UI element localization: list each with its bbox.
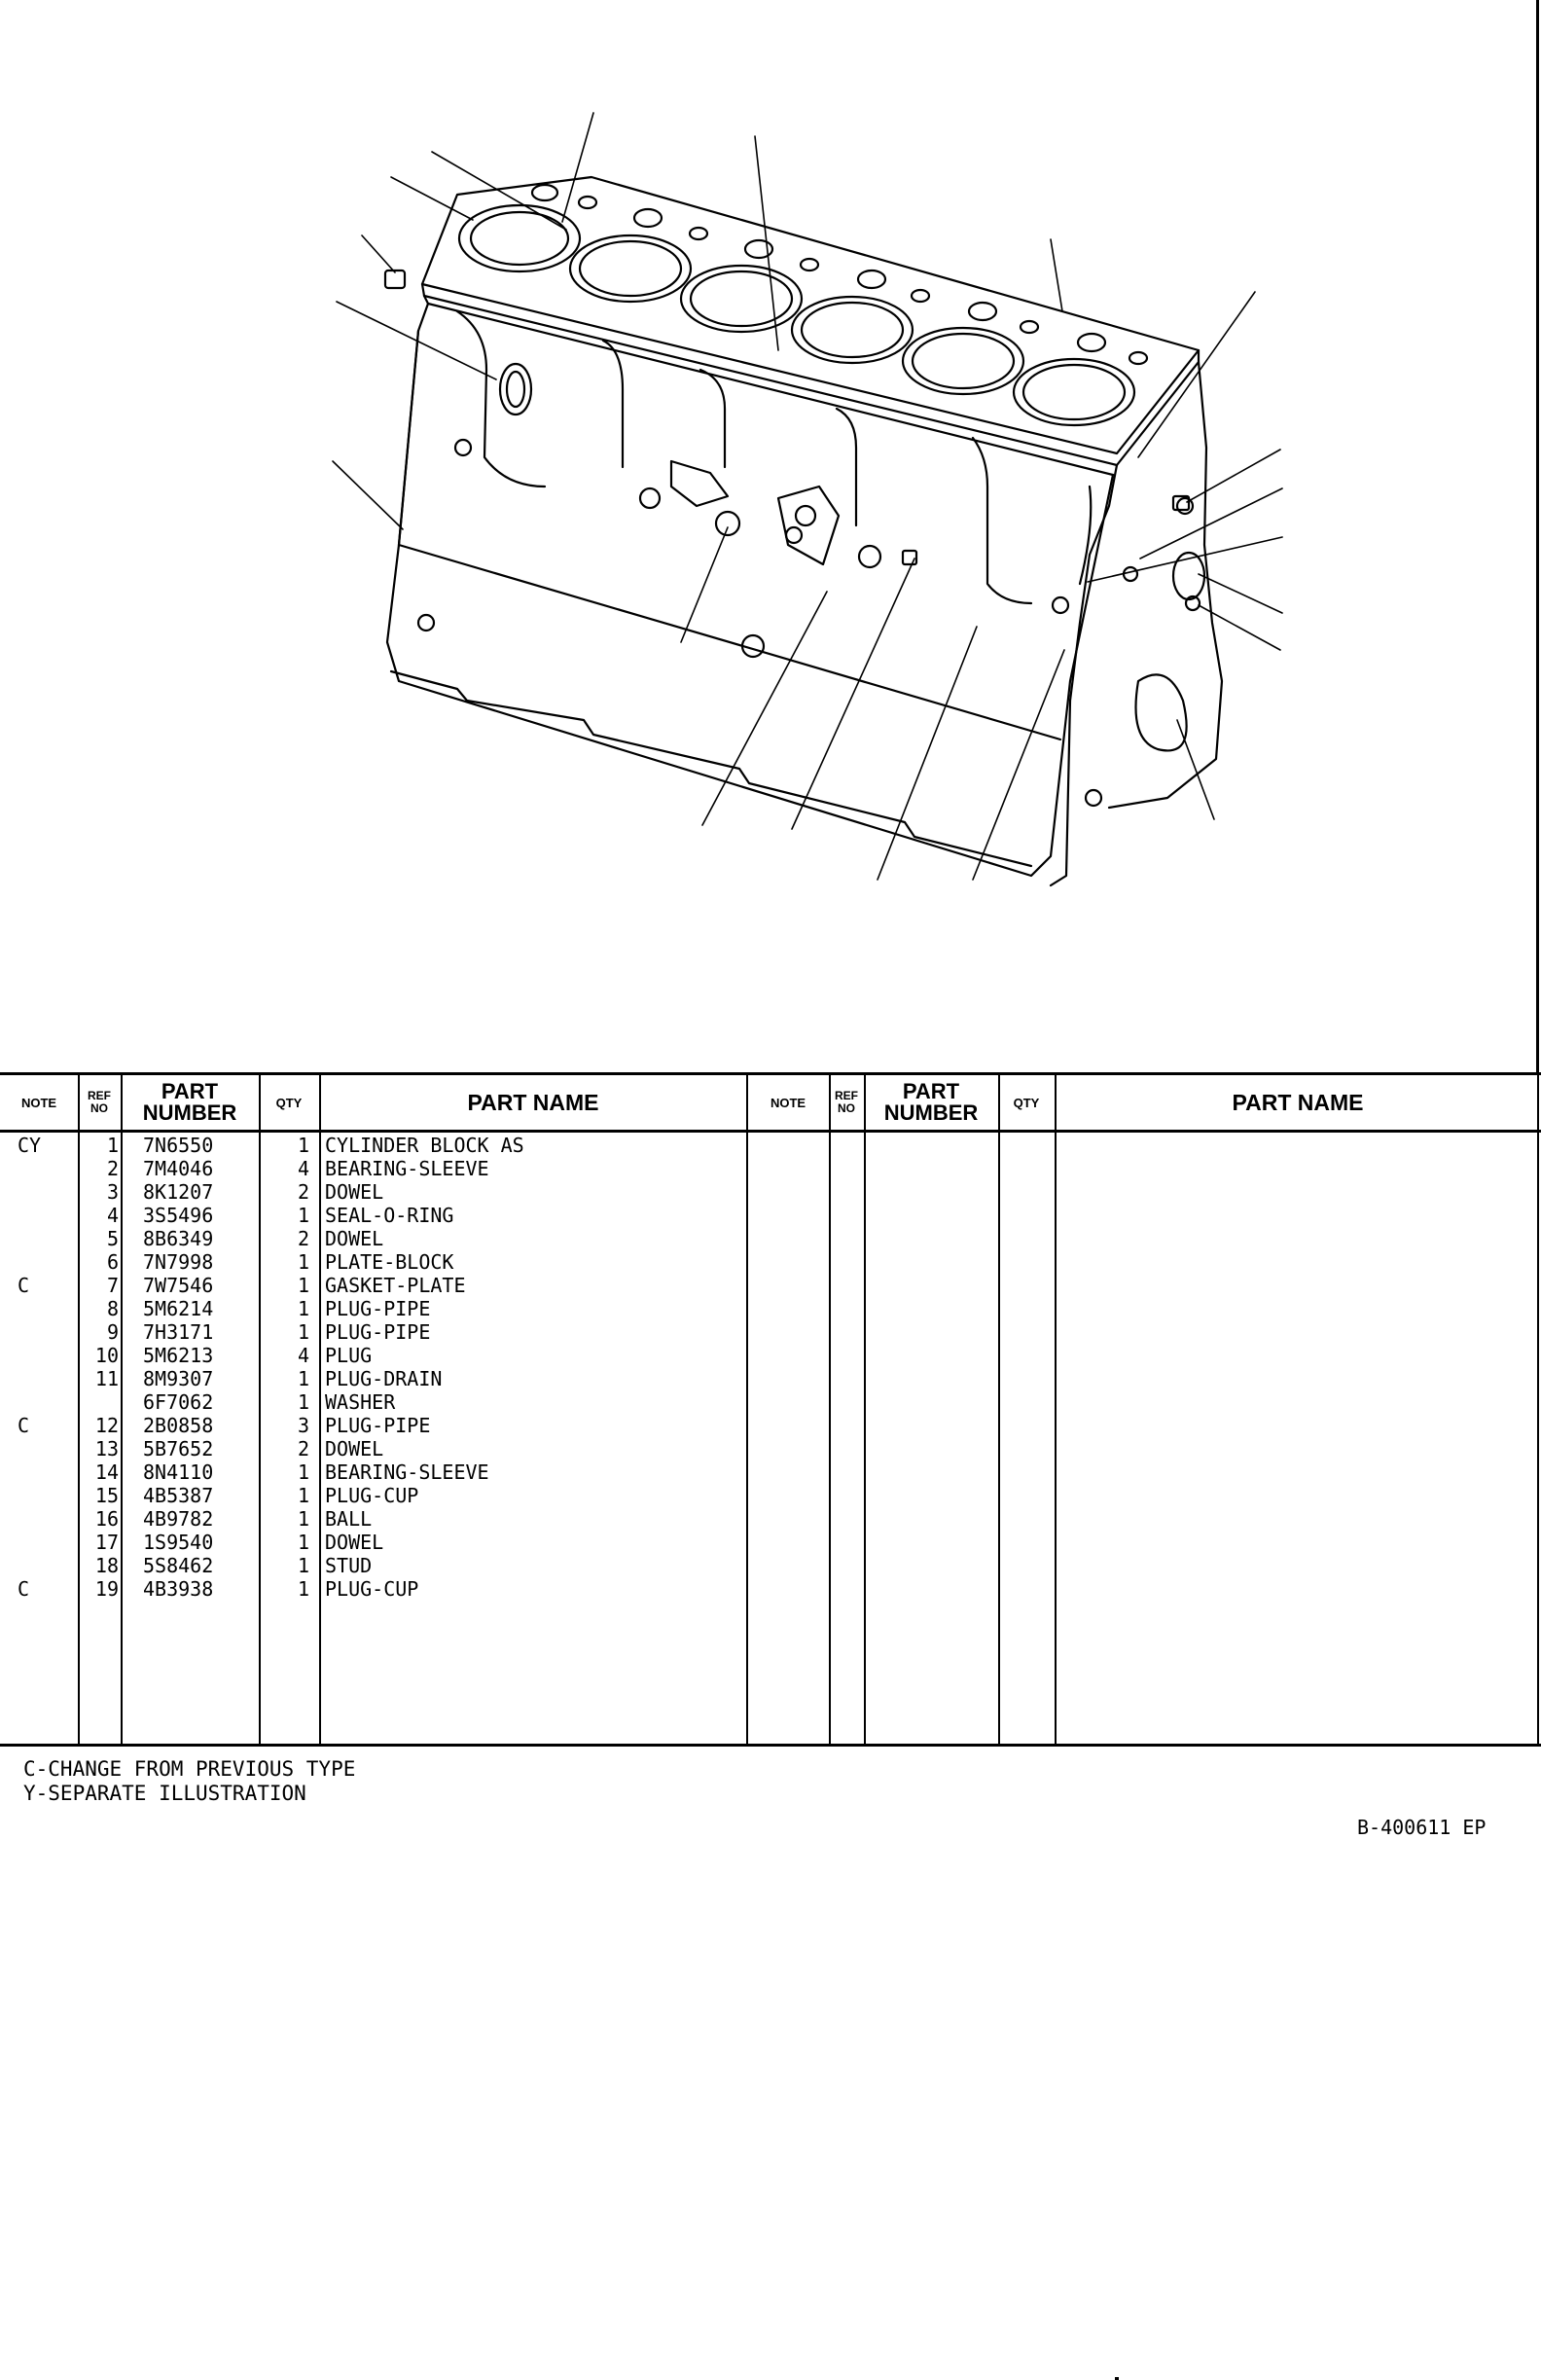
row-note: C — [18, 1274, 30, 1297]
drawing-number: B-400611 EP — [1357, 1816, 1487, 1839]
row-part-name: DOWEL — [325, 1227, 384, 1250]
row-qty: 4 — [297, 1157, 309, 1180]
table-row — [0, 1531, 739, 1554]
page-right-border — [1536, 0, 1539, 1075]
row-part-name: GASKET-PLATE — [325, 1274, 466, 1297]
table-row — [0, 1134, 739, 1157]
row-ref-no: 16 — [94, 1507, 119, 1531]
row-qty: 1 — [297, 1134, 309, 1157]
header-rule — [0, 1130, 1541, 1133]
row-ref-no: 17 — [94, 1531, 119, 1554]
cylinder-block-illustration — [0, 0, 1541, 1070]
row-part-number: 5M6213 — [143, 1344, 214, 1367]
row-qty: 1 — [297, 1484, 309, 1507]
table-row — [0, 1320, 739, 1344]
header-part-number-line2: NUMBER — [142, 1100, 237, 1125]
deck-holes — [532, 185, 1147, 364]
column-divider — [1537, 1075, 1539, 1744]
row-qty: 1 — [297, 1274, 309, 1297]
parts-table — [0, 1072, 1541, 1747]
row-ref-no: 1 — [106, 1134, 119, 1157]
row-part-number: 5B7652 — [143, 1437, 214, 1460]
column-divider — [998, 1075, 1000, 1744]
row-ref-no: 4 — [106, 1204, 119, 1227]
row-part-number: 7N7998 — [143, 1250, 214, 1274]
row-part-name: PLUG-PIPE — [325, 1297, 431, 1320]
table-row — [0, 1460, 739, 1484]
header-ref-line2-right: NO — [838, 1101, 855, 1115]
table-row — [0, 1577, 739, 1601]
row-qty: 1 — [297, 1204, 309, 1227]
row-part-name: BEARING-SLEEVE — [325, 1157, 489, 1180]
table-row — [0, 1554, 739, 1577]
table-row — [0, 1390, 739, 1414]
row-part-number: 2B0858 — [143, 1414, 214, 1437]
row-part-name: PLUG — [325, 1344, 373, 1367]
row-qty: 1 — [297, 1577, 309, 1601]
table-row — [0, 1250, 739, 1274]
header-ref-line2: NO — [90, 1101, 108, 1115]
cylinder-bores — [459, 205, 1134, 425]
row-ref-no: 19 — [94, 1577, 119, 1601]
table-row — [0, 1157, 739, 1180]
row-part-name: STUD — [325, 1554, 373, 1577]
row-ref-no: 10 — [94, 1344, 119, 1367]
column-divider — [1055, 1075, 1057, 1744]
row-qty: 1 — [297, 1250, 309, 1274]
row-part-number: 5M6214 — [143, 1297, 214, 1320]
row-part-name: PLUG-PIPE — [325, 1414, 431, 1437]
table-row — [0, 1344, 739, 1367]
row-ref-no: 8 — [106, 1297, 119, 1320]
row-ref-no: 3 — [106, 1180, 119, 1204]
header-qty: QTY — [275, 1095, 303, 1110]
row-qty: 1 — [297, 1507, 309, 1531]
row-part-number: 5S8462 — [143, 1554, 214, 1577]
row-part-number: 4B5387 — [143, 1484, 214, 1507]
block-top-deck — [422, 177, 1199, 475]
row-qty: 1 — [297, 1460, 309, 1484]
row-part-name: DOWEL — [325, 1180, 384, 1204]
header-ref-no — [78, 1075, 121, 1130]
row-ref-no: 2 — [106, 1157, 119, 1180]
row-part-name: BEARING-SLEEVE — [325, 1460, 489, 1484]
table-row — [0, 1414, 739, 1437]
row-qty: 2 — [297, 1227, 309, 1250]
row-part-number: 8B6349 — [143, 1227, 214, 1250]
row-part-name: PLUG-CUP — [325, 1577, 419, 1601]
row-part-name: DOWEL — [325, 1437, 384, 1460]
row-part-name: PLUG-DRAIN — [325, 1367, 443, 1390]
table-row — [0, 1274, 739, 1297]
row-part-number: 6F7062 — [143, 1390, 214, 1414]
row-part-number: 7W7546 — [143, 1274, 214, 1297]
row-ref-no: 12 — [94, 1414, 119, 1437]
row-qty: 4 — [297, 1344, 309, 1367]
header-note-right: NOTE — [770, 1095, 806, 1110]
legend-change: C-CHANGE FROM PREVIOUS TYPE — [23, 1757, 356, 1781]
row-ref-no: 11 — [94, 1367, 119, 1390]
header-note: NOTE — [20, 1095, 57, 1110]
row-part-name: WASHER — [325, 1390, 396, 1414]
row-part-number: 4B3938 — [143, 1577, 214, 1601]
row-part-number: 3S5496 — [143, 1204, 214, 1227]
table-row — [0, 1484, 739, 1507]
row-part-number: 4B9782 — [143, 1507, 214, 1531]
row-qty: 1 — [297, 1554, 309, 1577]
row-part-name: CYLINDER BLOCK AS — [325, 1134, 524, 1157]
row-ref-no: 5 — [106, 1227, 119, 1250]
block-side-wall — [387, 304, 1113, 876]
header-part-number-line1: PART — [161, 1079, 219, 1103]
row-part-name: SEAL-O-RING — [325, 1204, 454, 1227]
row-note: C — [18, 1577, 30, 1601]
row-qty: 1 — [297, 1390, 309, 1414]
row-qty: 3 — [297, 1414, 309, 1437]
row-qty: 2 — [297, 1437, 309, 1460]
column-divider — [864, 1075, 866, 1744]
header-part-name: PART NAME — [467, 1089, 599, 1115]
row-qty: 1 — [297, 1531, 309, 1554]
table-row — [0, 1227, 739, 1250]
row-part-number: 8K1207 — [143, 1180, 214, 1204]
row-ref-no: 6 — [106, 1250, 119, 1274]
row-part-name: PLUG-CUP — [325, 1484, 419, 1507]
table-row — [0, 1204, 739, 1227]
header-ref-no-right — [829, 1075, 864, 1130]
header-ref-line1: REF — [88, 1089, 111, 1103]
row-qty: 2 — [297, 1180, 309, 1204]
header-part-number-line2-right: NUMBER — [883, 1100, 979, 1125]
row-ref-no: 7 — [106, 1274, 119, 1297]
header-part-number-right — [864, 1075, 998, 1130]
header-qty-right: QTY — [1013, 1095, 1040, 1110]
row-note: CY — [18, 1134, 42, 1157]
row-part-number: 8N4110 — [143, 1460, 214, 1484]
table-row — [0, 1507, 739, 1531]
row-part-number: 1S9540 — [143, 1531, 214, 1554]
row-part-name: PLUG-PIPE — [325, 1320, 431, 1344]
table-row — [0, 1367, 739, 1390]
header-part-number — [121, 1075, 259, 1130]
row-note: C — [18, 1414, 30, 1437]
row-ref-no: 15 — [94, 1484, 119, 1507]
row-part-number: 7M4046 — [143, 1157, 214, 1180]
header-part-number-line1-right: PART — [902, 1079, 960, 1103]
row-ref-no: 18 — [94, 1554, 119, 1577]
row-qty: 1 — [297, 1297, 309, 1320]
row-ref-no: 13 — [94, 1437, 119, 1460]
legend-separate: Y-SEPARATE ILLUSTRATION — [23, 1782, 306, 1805]
notes-legend — [23, 1757, 355, 1806]
row-qty: 1 — [297, 1320, 309, 1344]
row-part-number: 7H3171 — [143, 1320, 214, 1344]
row-part-name: PLATE-BLOCK — [325, 1250, 454, 1274]
table-row — [0, 1297, 739, 1320]
row-part-name: BALL — [325, 1507, 373, 1531]
row-part-number: 7N6550 — [143, 1134, 214, 1157]
header-ref-line1-right: REF — [835, 1089, 858, 1103]
row-qty: 1 — [297, 1367, 309, 1390]
table-row — [0, 1437, 739, 1460]
column-divider — [829, 1075, 831, 1744]
row-ref-no: 9 — [106, 1320, 119, 1344]
row-part-name: DOWEL — [325, 1531, 384, 1554]
row-ref-no: 14 — [94, 1460, 119, 1484]
table-row — [0, 1180, 739, 1204]
row-part-number: 8M9307 — [143, 1367, 214, 1390]
header-part-name-right: PART NAME — [1232, 1089, 1364, 1115]
column-divider — [746, 1075, 748, 1744]
